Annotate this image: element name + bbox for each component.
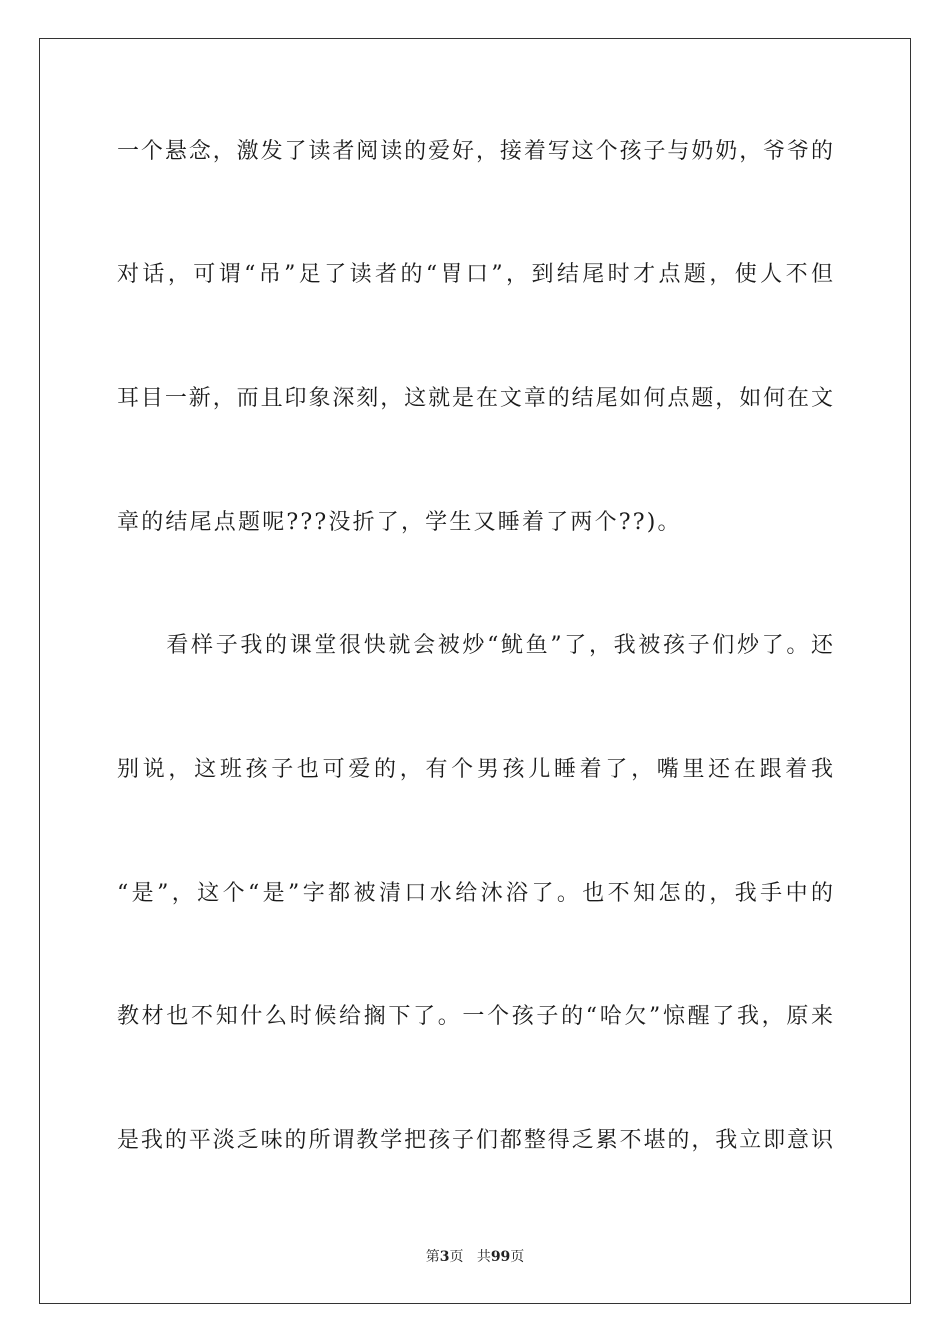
body-text-line: 看样子我的课堂很快就会被炒“鱿鱼”了，我被孩子们炒了。还: [117, 633, 833, 658]
body-text-line: “是”，这个“是”字都被清口水给沐浴了。也不知怎的，我手中的: [117, 881, 833, 906]
footer-page-prefix: 第: [425, 1249, 440, 1265]
body-text-line: 一个悬念，激发了读者阅读的爱好，接着写这个孩子与奶奶，爷爷的: [117, 139, 833, 164]
body-text-line: 教材也不知什么时候给搁下了。一个孩子的“哈欠”惊醒了我，原来: [117, 1004, 833, 1029]
body-text-line: 是我的平淡乏味的所谓教学把孩子们都整得乏累不堪的，我立即意识: [117, 1128, 833, 1153]
body-text-line: 对话，可谓“吊”足了读者的“胃口”，到结尾时才点题，使人不但: [117, 262, 833, 287]
footer-total-pages: 99: [490, 1249, 511, 1265]
body-text-line: 章的结尾点题呢???没折了，学生又睡着了两个??)。: [117, 510, 682, 535]
footer-page-number: 3: [439, 1249, 450, 1265]
footer-total-prefix: 共: [476, 1249, 491, 1265]
body-text-line: 耳目一新，而且印象深刻，这就是在文章的结尾如何点题，如何在文: [117, 386, 833, 411]
page-footer: [0, 1248, 950, 1266]
footer-page-suffix: 页: [449, 1249, 464, 1265]
body-text-line: 别说，这班孩子也可爱的，有个男孩儿睡着了，嘴里还在跟着我: [117, 757, 833, 782]
footer-total-suffix: 页: [510, 1249, 525, 1265]
page-border: [39, 38, 911, 1304]
